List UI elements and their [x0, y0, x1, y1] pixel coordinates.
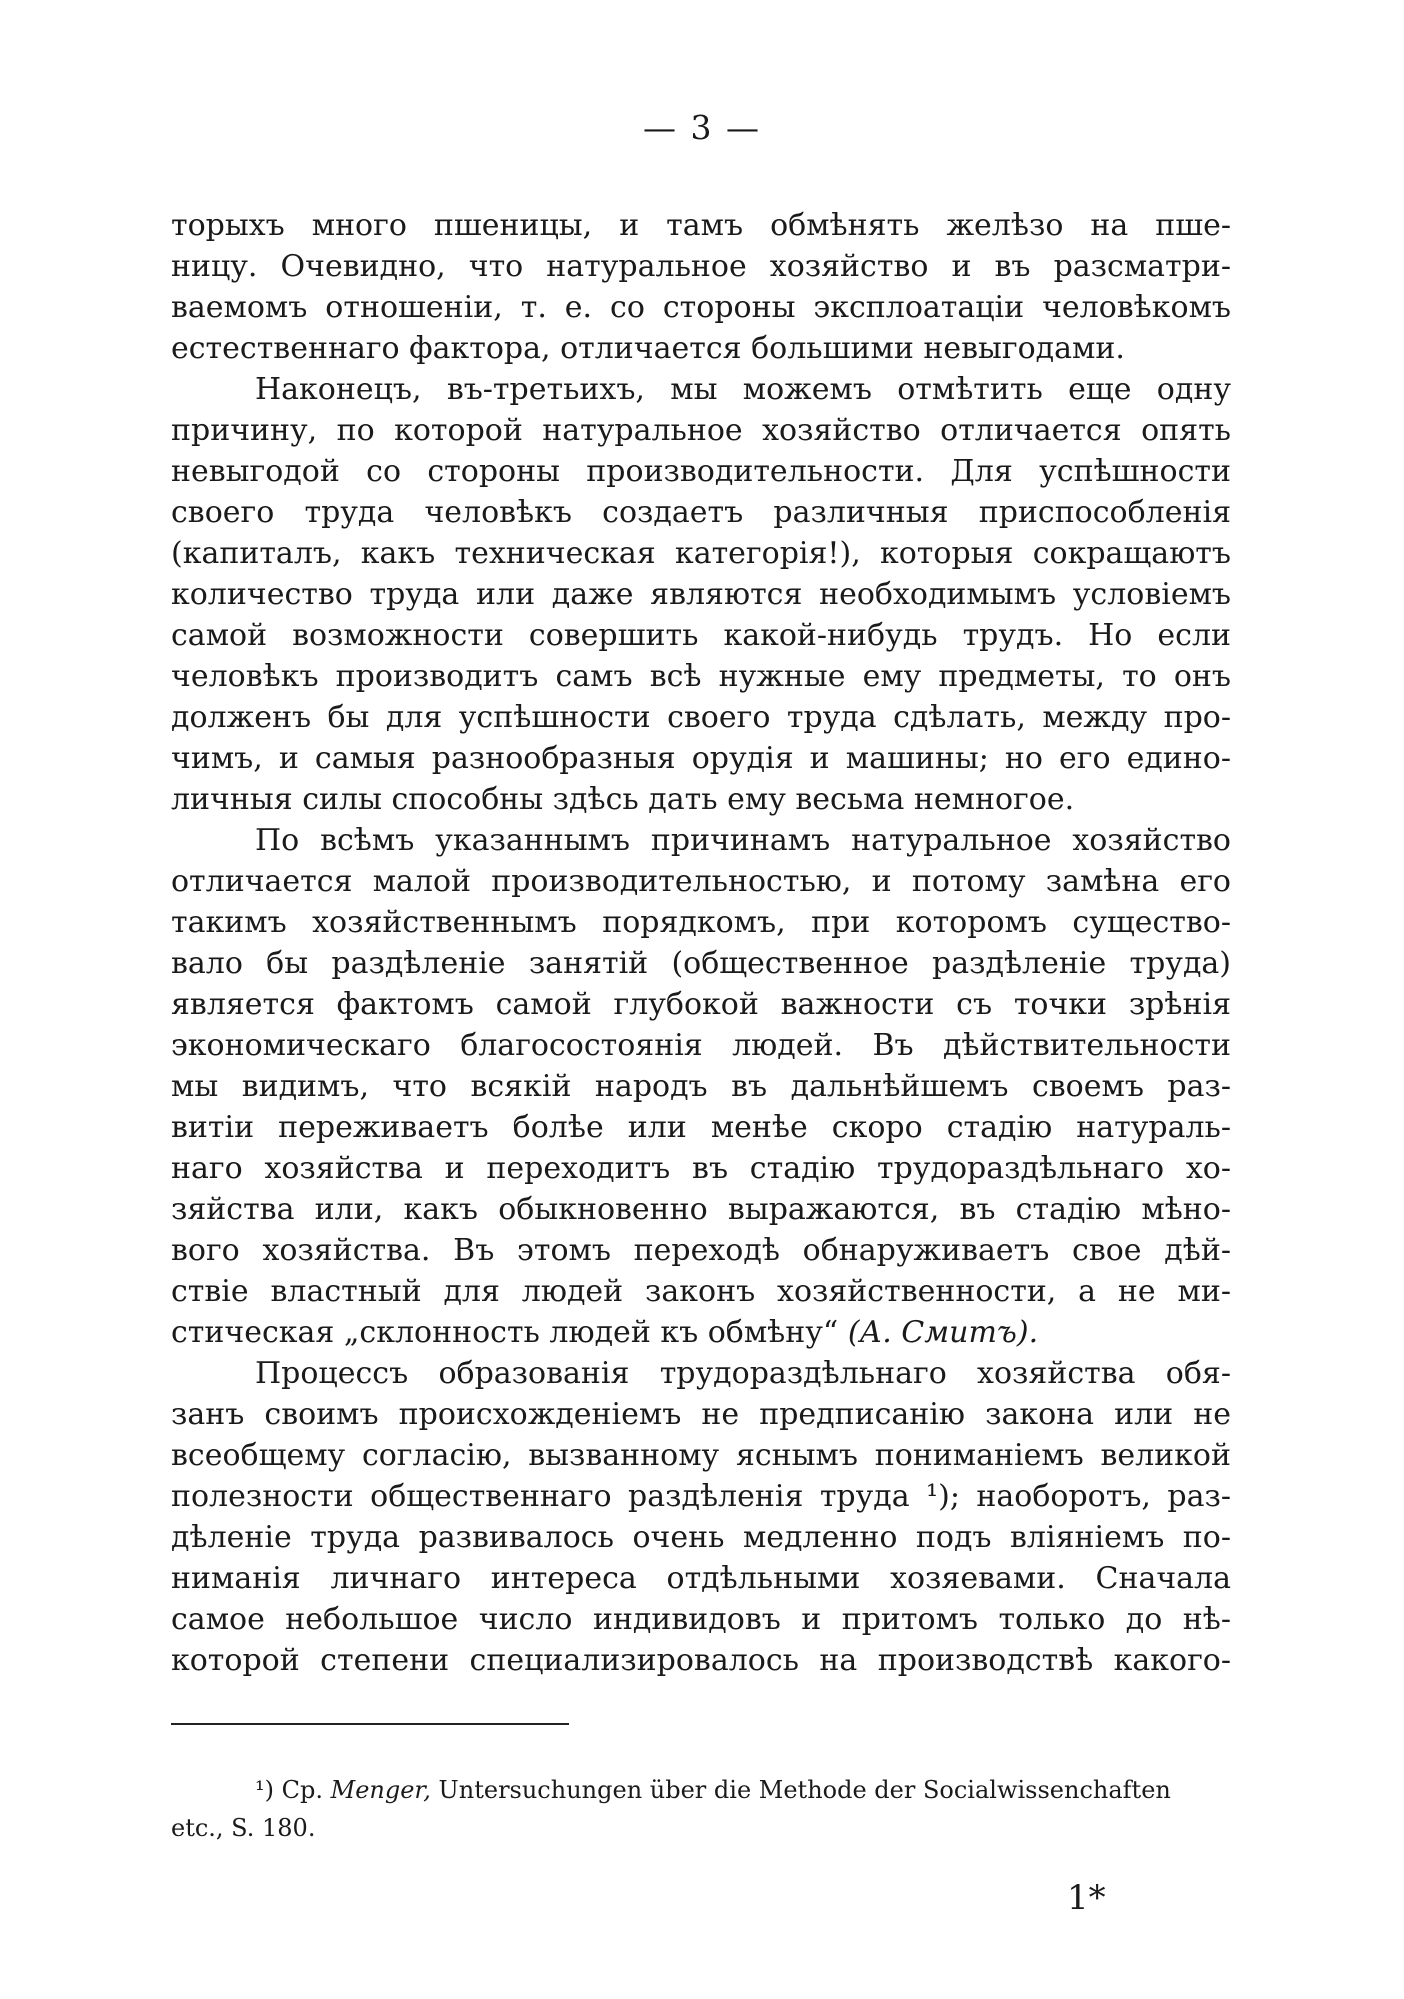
page-number: — 3 — [643, 108, 761, 147]
text-line: самой возможности совершить какой-нибудь трудъ. Но если [171, 618, 1231, 653]
footnote [171, 1771, 1231, 1847]
text-line [171, 1312, 1231, 1353]
text-line: которой степени специализировалось на производствѣ какого- [171, 1643, 1231, 1678]
text-line: причину, по которой натуральное хозяйство отличается опять [171, 413, 1231, 448]
text-line: долженъ бы для успѣшности своего труда сдѣлать, между про- [171, 700, 1231, 735]
citation-smith: (А. Смитъ). [847, 1315, 1039, 1350]
footnote-marker: ¹) [255, 1776, 274, 1804]
text-line: экономическаго благосостоянiя людей. Въ дѣйствительности [171, 1028, 1231, 1063]
text-line: (капиталъ, какъ техническая категорiя!), которыя сокращаютъ [171, 536, 1231, 571]
footnote-reference[interactable]: ¹) [926, 1479, 950, 1514]
text-line: вало бы раздѣленiе занятiй (общественное раздѣленiе труда) [171, 946, 1231, 981]
text-line: ваемомъ отношенiи, т. е. со стороны эксплоатацiи человѣкомъ [171, 290, 1231, 325]
text-line: невыгодой со стороны производительности. Для успѣшности [171, 454, 1231, 489]
paragraph-start-line: Наконецъ, въ-третьихъ, мы можемъ отмѣтить еще одну [255, 372, 1231, 407]
footnote-prefix: Ср. [281, 1776, 323, 1804]
footnote-divider [171, 1723, 569, 1725]
footnote-line [171, 1771, 1231, 1809]
text-line: торыхъ много пшеницы, и тамъ обмѣнять желѣзо на пше- [171, 208, 1231, 243]
footnote-line: etc., S. 180. [171, 1814, 316, 1842]
text-line: вого хозяйства. Въ этомъ переходѣ обнаруживаетъ свое дѣй- [171, 1233, 1231, 1268]
paragraph-start-line: По всѣмъ указаннымъ причинамъ натуральное хозяйство [255, 823, 1231, 858]
text-line: мы видимъ, что всякiй народъ въ дальнѣйшемъ своемъ раз- [171, 1069, 1231, 1104]
text-line: дѣленiе труда развивалось очень медленно подъ влiянiемъ по- [171, 1520, 1231, 1555]
signature-mark: 1* [1067, 1878, 1106, 1918]
text-line: такимъ хозяйственнымъ порядкомъ, при которомъ существо- [171, 905, 1231, 940]
text-line: отличается малой производительностью, и потому замѣна его [171, 864, 1231, 899]
text-line: является фактомъ самой глубокой важности съ точки зрѣнiя [171, 987, 1231, 1022]
text-fragment: ; наоборотъ, раз- [949, 1479, 1231, 1514]
text-line: своего труда человѣкъ создаетъ различныя приспособленiя [171, 495, 1231, 530]
footnote-title: Untersuchungen über die Methode der Socialwissenchaften [438, 1776, 1171, 1804]
text-line: ствiе властный для людей законъ хозяйственности, а не ми- [171, 1274, 1231, 1309]
text-line: всеобщему согласiю, вызванному яснымъ пониманiемъ великой [171, 1438, 1231, 1473]
text-line: человѣкъ производитъ самъ всѣ нужные ему предметы, то онъ [171, 659, 1231, 694]
text-line [171, 1476, 1231, 1517]
text-line: личныя силы способны здѣсь дать ему весьма немногое. [171, 782, 1075, 817]
text-line: ницу. Очевидно, что натуральное хозяйство и въ разсматри- [171, 249, 1231, 284]
text-line: ниманiя личнаго интереса отдѣльными хозяевами. Сначала [171, 1561, 1231, 1596]
body-text [171, 205, 1231, 1681]
text-fragment: полезности общественнаго раздѣленiя труда [171, 1479, 910, 1514]
paragraph-start-line: Процессъ образованiя трудораздѣльнаго хозяйства обя- [255, 1356, 1231, 1391]
text-line: естественнаго фактора, отличается большими невыгодами. [171, 331, 1125, 366]
text-line: чимъ, и самыя разнообразныя орудiя и машины; но его едино- [171, 741, 1231, 776]
text-line: занъ своимъ происхожденiемъ не предписанiю закона или не [171, 1397, 1231, 1432]
text-line: количество труда или даже являются необходимымъ условiемъ [171, 577, 1231, 612]
text-fragment: стическая „склонность людей къ обмѣну“ [171, 1315, 839, 1350]
text-line: самое небольшое число индивидовъ и притомъ только до нѣ- [171, 1602, 1231, 1637]
text-line: наго хозяйства и переходитъ въ стадiю трудораздѣльнаго хо- [171, 1151, 1231, 1186]
text-line: зяйства или, какъ обыкновенно выражаются, въ стадiю мѣно- [171, 1192, 1231, 1227]
text-line: витiи переживаетъ болѣе или менѣе скоро стадiю натураль- [171, 1110, 1231, 1145]
footnote-author: Menger, [330, 1776, 431, 1804]
